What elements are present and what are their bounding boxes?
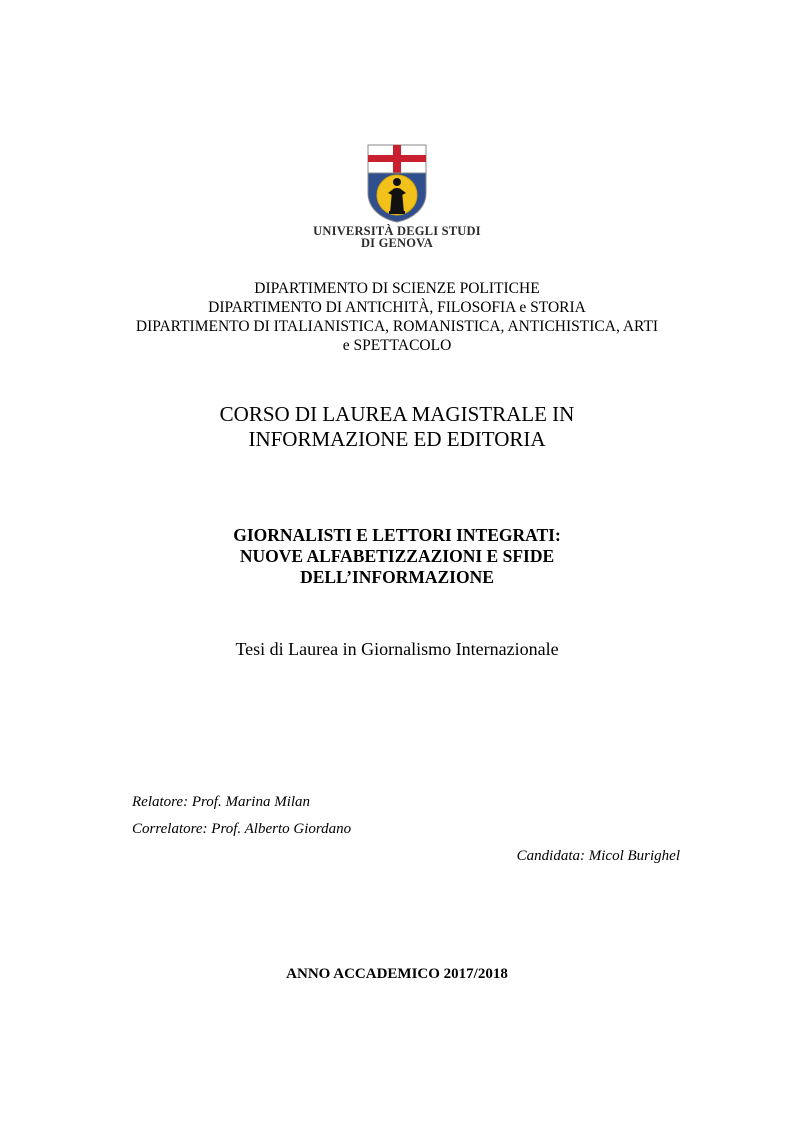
university-logo xyxy=(0,143,794,249)
thesis-title xyxy=(0,525,794,588)
degree-course xyxy=(0,402,794,452)
thesis-title-line-2: NUOVE ALFABETIZZAZIONI E SFIDE xyxy=(239,546,555,566)
degree-course-line-2: INFORMAZIONE ED EDITORIA xyxy=(248,427,546,451)
department-line: e SPETTACOLO xyxy=(342,337,452,354)
candidata: Candidata: Micol Burighel xyxy=(516,848,680,864)
departments-list xyxy=(0,279,794,355)
degree-course-line-1: CORSO DI LAUREA MAGISTRALE IN xyxy=(219,402,575,426)
thesis-title-line-3: DELL’INFORMAZIONE xyxy=(300,567,494,587)
department-line: DIPARTIMENTO DI ITALIANISTICA, ROMANISTICA, ANTICHISTICA, ARTI xyxy=(135,318,659,335)
university-name-line-1: UNIVERSITÀ DEGLI STUDI xyxy=(313,224,481,238)
university-crest-icon xyxy=(366,143,428,223)
thesis-type: Tesi di Laurea in Giornalismo Internazionale xyxy=(235,639,559,659)
thesis-title-line-1: GIORNALISTI E LETTORI INTEGRATI: xyxy=(233,525,561,545)
university-name xyxy=(0,225,794,249)
correlatore: Correlatore: Prof. Alberto Giordano xyxy=(132,821,352,837)
department-line: DIPARTIMENTO DI SCIENZE POLITICHE xyxy=(254,280,540,297)
department-line: DIPARTIMENTO DI ANTICHITÀ, FILOSOFIA e STORIA xyxy=(208,299,586,316)
relatore: Relatore: Prof. Marina Milan xyxy=(132,794,311,810)
university-name-line-2: DI GENOVA xyxy=(360,236,434,250)
academic-year: ANNO ACCADEMICO 2017/2018 xyxy=(286,966,508,982)
